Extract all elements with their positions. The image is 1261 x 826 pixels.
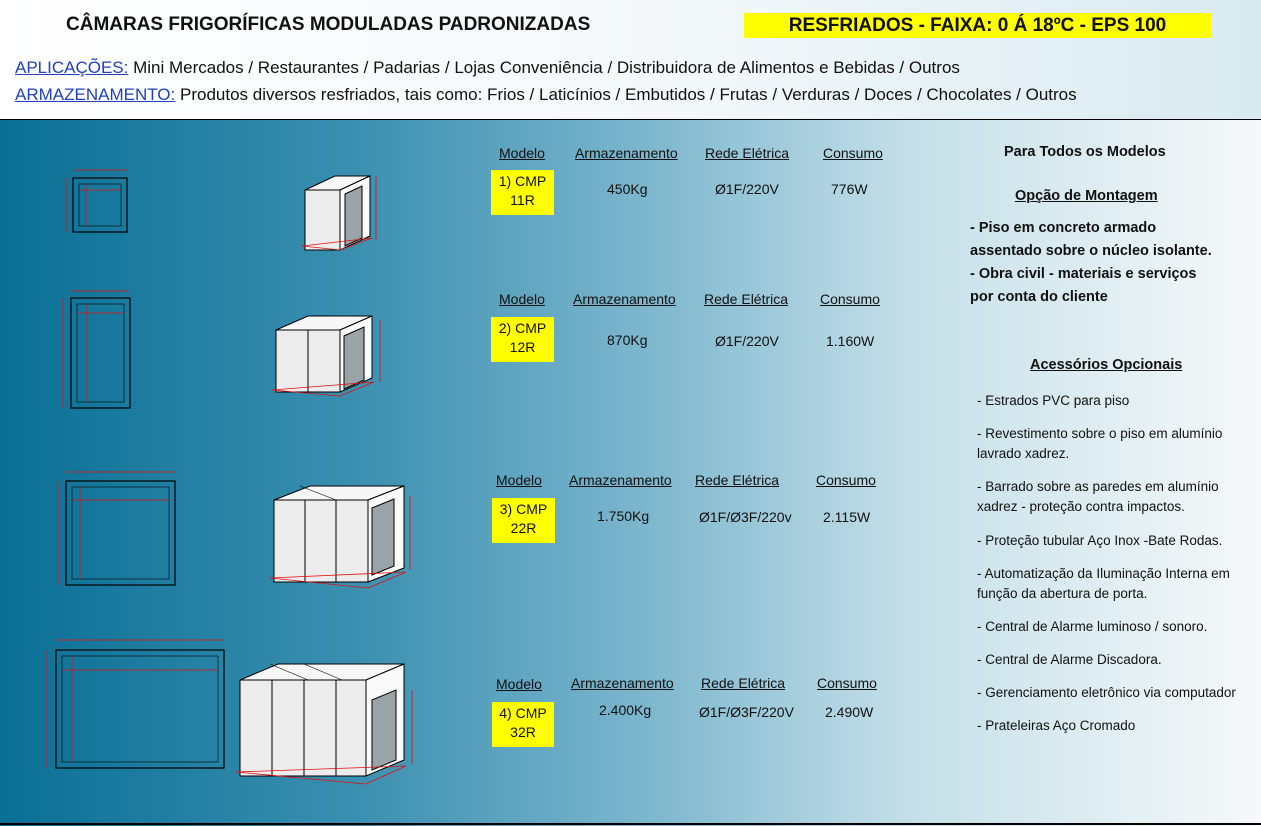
accessory-item: - Barrado sobre as paredes em alumínio xadrez - proteção contra impactos.: [977, 479, 1219, 514]
model-badge: [492, 702, 554, 747]
model-storage: 870Kg: [607, 332, 648, 348]
plan-drawing-model-2: [63, 291, 130, 408]
box-drawing-model-4: [236, 664, 412, 784]
accessory-item: - Revestimento sobre o piso em alumínio lavrado xadrez.: [977, 426, 1223, 461]
accessory-item: - Automatização da Iluminação Interna em função da abertura de porta.: [977, 566, 1230, 601]
model-code: 4) CMP: [499, 705, 547, 721]
model-number: 12R: [509, 339, 536, 355]
box-drawing-model-1: [302, 176, 376, 250]
model-power: Ø1F/220V: [715, 333, 779, 349]
model-storage: 2.400Kg: [599, 702, 652, 718]
col-header-model: Modelo: [496, 472, 542, 488]
storage-line: [15, 85, 1077, 105]
model-code: 3) CMP: [499, 501, 548, 517]
col-header-model: Modelo: [496, 676, 542, 692]
col-header-storage: Armazenamento: [575, 145, 678, 161]
model-consumption: 2.115W: [823, 509, 871, 525]
plan-drawing-model-1: [66, 170, 127, 232]
model-badge: [491, 317, 554, 362]
box-drawing-model-2: [272, 316, 380, 396]
accessory-item: - Estrados PVC para piso: [977, 393, 1130, 408]
accessory-item: - Central de Alarme Discadora.: [977, 652, 1162, 667]
plan-drawing-model-3: [58, 472, 175, 585]
storage-text: Produtos diversos resfriados, tais como: Frios / Laticínios / Embutidos / Frutas / Verduras / Doces / Chocolates / Outros: [175, 85, 1077, 104]
accessory-item: - Central de Alarme luminoso / sonoro.: [977, 619, 1208, 634]
col-header-power: Rede Elétrica: [701, 675, 786, 691]
model-code: 1) CMP: [498, 173, 547, 189]
col-header-model: Modelo: [499, 145, 545, 161]
col-header-consumption: Consumo: [816, 472, 876, 488]
model-consumption: 776W: [831, 181, 868, 197]
box-drawing-model-3: [270, 486, 410, 588]
col-header-power: Rede Elétrica: [695, 472, 780, 488]
model-storage: 1.750Kg: [597, 508, 650, 524]
accessory-item: - Gerenciamento eletrônico via computador: [977, 685, 1236, 700]
applications-line: [15, 58, 960, 78]
col-header-storage: Armazenamento: [573, 291, 676, 307]
col-header-consumption: Consumo: [817, 675, 877, 691]
model-power: Ø1F/220V: [715, 181, 779, 197]
model-power: Ø1F/Ø3F/220V: [699, 704, 794, 720]
col-header-power: Rede Elétrica: [704, 291, 789, 307]
header: [0, 0, 1261, 120]
applications-text: Mini Mercados / Restaurantes / Padarias / Lojas Conveniência / Distribuidora de Alimentos e Bebidas / Outros: [128, 58, 960, 77]
model-number: 32R: [510, 724, 536, 740]
bottom-rule: [0, 823, 1261, 825]
accessories-title: Acessórios Opcionais: [1030, 357, 1183, 373]
col-header-storage: Armazenamento: [571, 675, 674, 691]
technical-drawings: [0, 119, 470, 819]
col-header-power: Rede Elétrica: [705, 145, 790, 161]
assembly-line: assentado sobre o núcleo isolante.: [970, 243, 1212, 259]
assembly-title: Opção de Montagem: [1015, 188, 1158, 204]
assembly-line: - Obra civil - materiais e serviços: [970, 266, 1197, 282]
accessory-item: - Proteção tubular Aço Inox -Bate Rodas.: [977, 533, 1223, 548]
plan-drawing-model-4: [46, 640, 224, 768]
col-header-model: Modelo: [499, 291, 545, 307]
model-power: Ø1F/Ø3F/220v: [699, 509, 792, 525]
accessory-item: - Prateleiras Aço Cromado: [977, 718, 1136, 733]
model-storage: 450Kg: [607, 181, 648, 197]
model-code: 2) CMP: [498, 320, 547, 336]
model-consumption: 2.490W: [825, 704, 874, 720]
model-badge: [491, 170, 554, 215]
model-badge: [492, 498, 555, 543]
range-badge: RESFRIADOS - FAIXA: 0 Á 18ºC - EPS 100: [744, 13, 1211, 38]
model-consumption: 1.160W: [826, 333, 875, 349]
col-header-consumption: Consumo: [820, 291, 880, 307]
model-number: 11R: [510, 192, 535, 208]
page-title: CÂMARAS FRIGORÍFICAS MODULADAS PADRONIZADAS: [66, 14, 591, 35]
applications-label: APLICAÇÕES:: [15, 58, 129, 77]
all-models-title: Para Todos os Modelos: [1004, 144, 1166, 160]
assembly-line: por conta do cliente: [970, 289, 1108, 305]
assembly-line: - Piso em concreto armado: [970, 220, 1157, 236]
storage-label: ARMAZENAMENTO:: [15, 85, 176, 104]
model-number: 22R: [510, 520, 537, 536]
col-header-storage: Armazenamento: [569, 472, 672, 488]
col-header-consumption: Consumo: [823, 145, 883, 161]
